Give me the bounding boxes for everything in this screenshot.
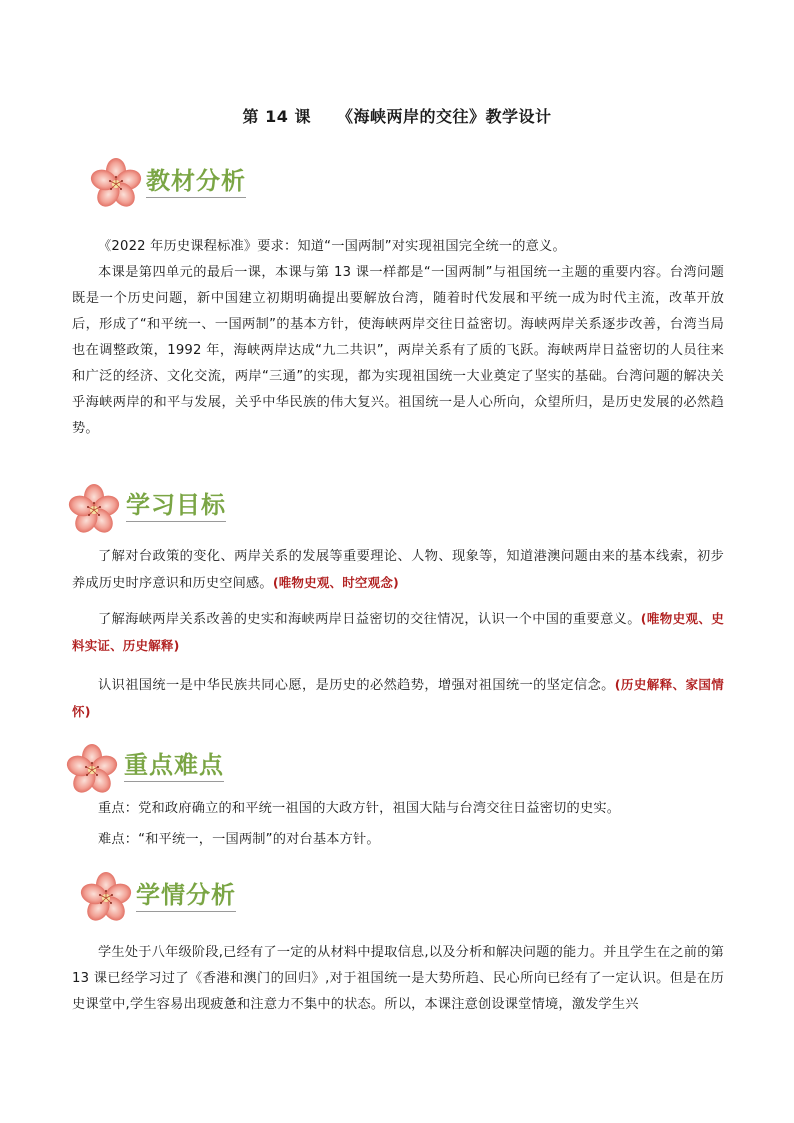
plum-blossom-icon	[78, 870, 134, 926]
key-point: 重点：党和政府确立的和平统一祖国的大政方针，祖国大陆与台湾交往日益密切的史实。	[98, 801, 621, 816]
objective-1-text: 了解对台政策的变化、两岸关系的发展等重要理论、人物、现象等，知道港澳问题由来的基本线索，初步养成历史时序意识和历史空间感。	[72, 549, 724, 591]
objective-1-tag: (唯物史观、时空观念)	[272, 575, 399, 590]
lesson-number: 第 14 课	[242, 107, 311, 126]
objective-3-tag: (历史解释、家国情怀)	[72, 677, 724, 719]
document-title	[0, 104, 794, 127]
heading-key-points: 重点难点	[124, 750, 224, 782]
objective-2-tag: (唯物史观、史料实证、历史解释)	[72, 611, 724, 653]
objective-3	[72, 672, 724, 726]
section-textbook-analysis	[0, 152, 794, 204]
difficult-point: 难点：“和平统一，一国两制”的对台基本方针。	[98, 832, 380, 847]
paragraph-learner-analysis: 学生处于八年级阶段,已经有了一定的从材料中提取信息,以及分析和解决问题的能力。并且学生在之前的第 13 课已经学习过了《香港和澳门的回归》,对于祖国统一是大势所趋、民心所向已经有了一定认识。但是在历史课堂中,学生容易出现疲惫和注意力不集中的状态。所以，本课注意创设课堂情境，激发学生兴	[72, 945, 724, 1012]
heading-learner-analysis: 学情分析	[136, 880, 236, 912]
paragraph-lesson-overview: 本课是第四单元的最后一课，本课与第 13 课一样都是“一国两制”与祖国统一主题的重要内容。台湾问题既是一个历史问题，新中国建立初期明确提出要解放台湾，随着时代发展和平统一成为时代主流，改革开放后，形成了“和平统一、一国两制”的基本方针，使海峡两岸交往日益密切。海峡两岸关系逐步改善，台湾当局也在调整政策，1992 年，海峡两岸达成“九二共识”，两岸关系有了质的飞跃。海峡两岸日益密切的人员往来和广泛的经济、文化交流，两岸“三通”的实现，都为实现祖国统一大业奠定了坚实的基础。台湾问题的解决关乎海峡两岸的和平与发展，关乎中华民族的伟大复兴。祖国统一是人心所向，众望所归，是历史发展的必然趋势。	[72, 265, 724, 436]
lesson-name: 《海峡两岸的交往》教学设计	[336, 107, 552, 126]
section-heading	[0, 738, 794, 790]
objective-3-text: 认识祖国统一是中华民族共同心愿，是历史的必然趋势，增强对祖国统一的坚定信念。	[98, 678, 615, 693]
heading-textbook-analysis: 教材分析	[146, 166, 246, 198]
plum-blossom-icon	[66, 482, 122, 538]
objective-1	[72, 544, 724, 597]
section-heading	[0, 478, 794, 530]
section-heading	[0, 152, 794, 204]
plum-blossom-icon	[64, 742, 120, 798]
section-heading	[0, 866, 794, 918]
paragraph-curriculum-standard: 《2022 年历史课程标准》要求：知道“一国两制”对实现祖国完全统一的意义。	[98, 239, 566, 254]
objective-2-text: 了解海峡两岸关系改善的史实和海峡两岸日益密切的交往情况，认识一个中国的重要意义。	[98, 612, 641, 627]
section-learning-objectives	[0, 478, 794, 530]
heading-learning-objectives: 学习目标	[126, 490, 226, 522]
section-key-points	[0, 738, 794, 790]
section-learner-analysis	[0, 866, 794, 918]
objective-2	[72, 606, 724, 660]
plum-blossom-icon	[88, 156, 144, 212]
